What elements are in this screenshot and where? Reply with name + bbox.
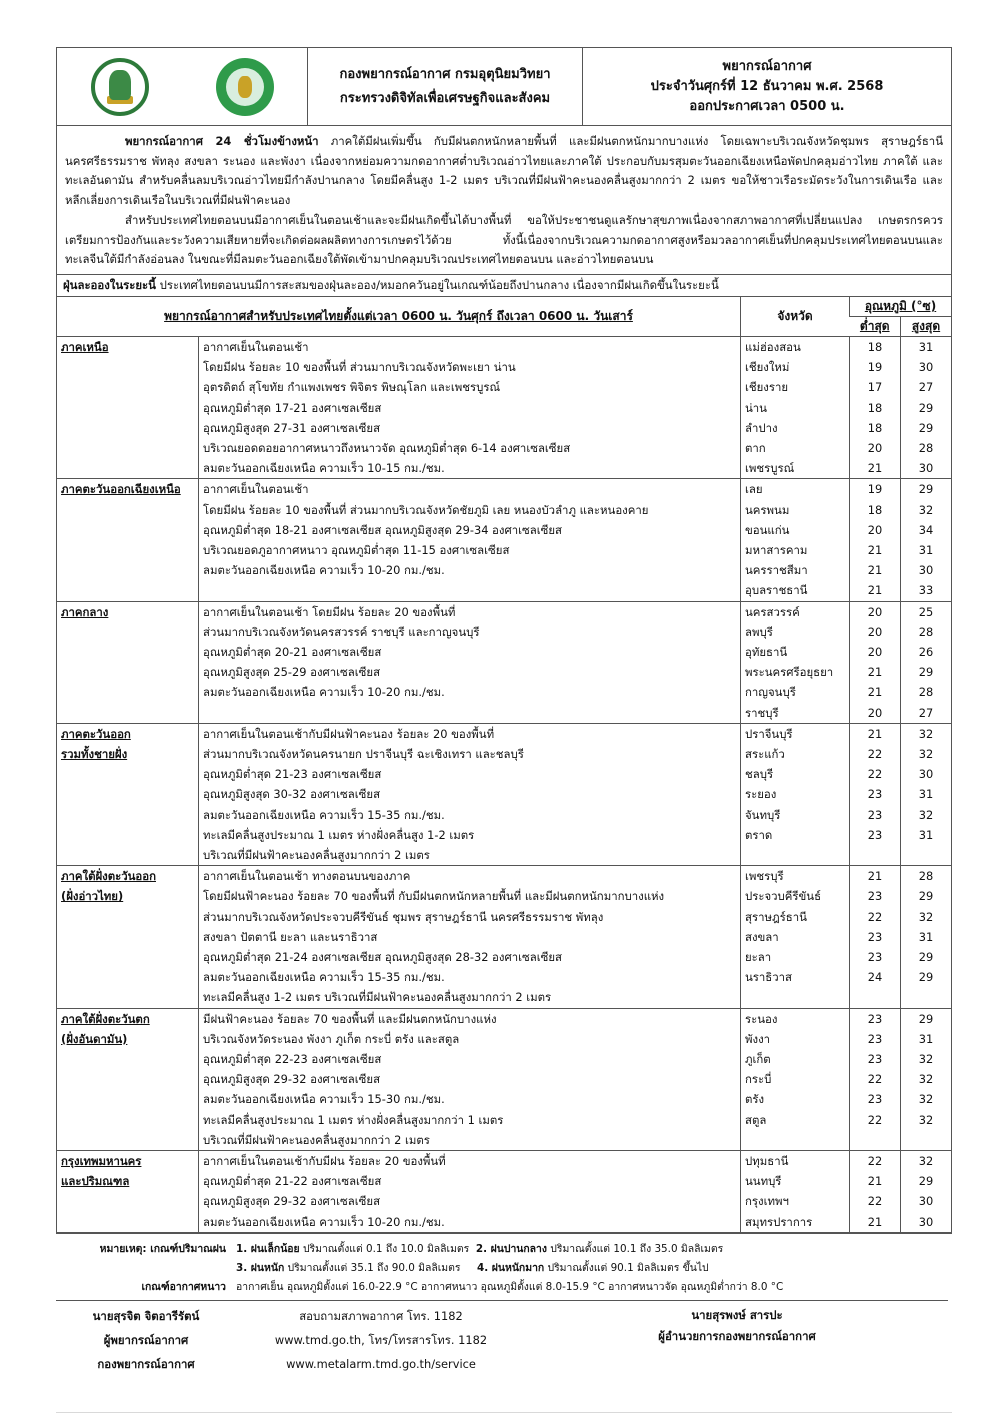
- min-temp-header: ต่ำสุด: [850, 316, 901, 336]
- min-temp: 22: [867, 1194, 883, 1209]
- max-temp: 26: [918, 644, 934, 659]
- province-name: นครสวรรค์: [745, 604, 800, 619]
- region-name-line2: และปริมณฑล: [61, 1174, 130, 1189]
- forecaster-name: นายสุรจิต จิตอารีรัตน์: [92, 1309, 200, 1323]
- min-temp: 19: [867, 482, 883, 497]
- min-temp: 22: [867, 746, 883, 761]
- min-temp: 21: [867, 869, 883, 884]
- min-temp: 21: [867, 1214, 883, 1229]
- region-name-cell: [57, 723, 199, 865]
- description-line: บริเวณที่มีฝนฟ้าคะนองคลื่นสูงมากกว่า 2 เมตร: [203, 848, 430, 862]
- min-temp: 21: [867, 665, 883, 680]
- min-temp-column: [850, 336, 901, 478]
- title-date: ประจำวันศุกร์ที่ 12 ธันวาคม พ.ศ. 2568: [650, 78, 884, 94]
- forecaster-division: กองพยากรณ์อากาศ: [97, 1357, 195, 1371]
- contact-info: [236, 1304, 526, 1376]
- description-line: มีฝนฟ้าคะนอง ร้อยละ 70 ของพื้นที่ และมีฝนตกหนักบางแห่ง: [203, 1011, 497, 1026]
- province-name: ปทุมธานี: [745, 1154, 789, 1169]
- min-temp: 21: [867, 542, 883, 557]
- forecast-document: [56, 47, 952, 1297]
- region-row: [57, 866, 951, 1008]
- max-temp-column: [901, 866, 952, 1008]
- description-line: อุณหภูมิต่ำสุด 18-21 องศาเซลเซียส อุณหภูมิสูงสุด 29-34 องศาเซลเซียส: [203, 522, 562, 537]
- description-line: ทะเลมีคลื่นสูงประมาณ 1 เมตร ห่างฝั่งคลื่นสูง 1-2 เมตร: [203, 827, 475, 842]
- description-line: ลมตะวันออกเฉียงเหนือ ความเร็ว 15-35 กม./ชม.: [203, 807, 445, 822]
- page-bottom-rule: [56, 1412, 952, 1413]
- province-name: นราธิวาส: [745, 970, 792, 985]
- max-temp-column: [901, 723, 952, 865]
- description-line: อากาศเย็นในตอนเช้า ทางตอนบนของภาค: [203, 869, 411, 884]
- province-name: กาญจนบุรี: [745, 685, 796, 700]
- min-temp: 21: [867, 726, 883, 741]
- description-line: อุตรดิตถ์ สุโขทัย กำแพงเพชร พิจิตร พิษณุโลก และเพชรบูรณ์: [203, 380, 501, 395]
- region-description: [199, 336, 741, 478]
- description-line: บริเวณยอดดอยอากาศหนาวถึงหนาวจัด อุณหภูมิต่ำสุด 6-14 องศาเซลเซียส: [203, 440, 571, 455]
- region-name-line2: รวมทั้งชายฝั่ง: [61, 746, 128, 761]
- contact-service-link[interactable]: www.metalarm.tmd.go.th/service: [286, 1357, 476, 1371]
- description-line: ทะเลมีคลื่นสูงประมาณ 1 เมตร ห่างฝั่งคลื่นสูงมากกว่า 1 เมตร: [203, 1112, 504, 1127]
- forecast-text-2: สำหรับประเทศไทยตอนบนมีอากาศเย็นในตอนเช้าและจะมีฝนเกิดขึ้นได้บางพื้นที่ ขอให้ประชาชนดูแลรักษาสุขภาพเนื่องจากสภาพอากาศที่เปลี่ยนแปลง เกษตรกรควรเตรียมการป้องกันและระวังความเสียหายที่จะเกิดต่อผลผลิตทางการเกษตรไว้ด้วย ทั้งนี้เนื่องจากบริเวณความกดอากาศสูงหรือมวลอากาศเย็นที่ปกคลุมประเทศไทยตอนบนและทะเลจีนใต้มีกำลังอ่อนลง ในขณะที่มีลมตะวันออกเฉียงใต้พัดเข้ามาปกคลุมบริเวณประเทศไทยตอนบน และอ่าวไทยตอนบน: [65, 212, 943, 267]
- region-rows: [57, 336, 951, 1232]
- province-name: น่าน: [745, 400, 767, 415]
- cold-criteria-text: อากาศเย็น อุณหภูมิตั้งแต่ 16.0-22.9 °C อากาศหนาว อุณหภูมิตั้งแต่ 8.0-15.9 °C อากาศหนาวจัด อุณหภูมิต่ำกว่า 8.0 °C: [236, 1280, 784, 1293]
- region-description: [199, 479, 741, 601]
- province-name: พังงา: [745, 1031, 771, 1046]
- max-temp-column: [901, 1151, 952, 1233]
- province-name: เชียงราย: [745, 380, 789, 395]
- max-temp: 33: [918, 583, 934, 598]
- min-temp-column: [850, 1008, 901, 1150]
- forecaster-signature: [56, 1304, 236, 1376]
- max-temp-column: [901, 1008, 952, 1150]
- min-temp: 20: [867, 604, 883, 619]
- description-line: ลมตะวันออกเฉียงเหนือ ความเร็ว 10-15 กม./ชม.: [203, 461, 445, 476]
- rain2-lead: 2. ฝนปานกลาง: [475, 1242, 547, 1255]
- max-temp: 32: [918, 1052, 934, 1067]
- description-line: ส่วนมากบริเวณจังหวัดนครสวรรค์ ราชบุรี และกาญจนบุรี: [203, 624, 480, 639]
- max-temp: 32: [918, 726, 934, 741]
- max-temp: 29: [918, 400, 934, 415]
- max-temp: 29: [918, 950, 934, 965]
- min-temp: 23: [867, 889, 883, 904]
- province-name: สงขลา: [745, 929, 779, 944]
- region-description: [199, 866, 741, 1008]
- description-line: ลมตะวันออกเฉียงเหนือ ความเร็ว 10-20 กม./ชม.: [203, 1214, 445, 1229]
- description-line: อุณหภูมิต่ำสุด 21-23 องศาเซลเซียส: [203, 767, 382, 782]
- min-temp: 18: [867, 420, 883, 435]
- max-temp: 31: [918, 827, 934, 842]
- max-temp: 29: [918, 1174, 934, 1189]
- region-name: ภาคใต้ฝั่งตะวันออก: [61, 869, 156, 884]
- description-line: อุณหภูมิต่ำสุด 17-21 องศาเซลเซียส: [203, 400, 382, 415]
- description-line: สงขลา ปัตตานี ยะลา และนราธิวาส: [203, 929, 378, 944]
- contact-phone: สอบถามสภาพอากาศ โทร. 1182: [299, 1309, 463, 1323]
- description-line: ส่วนมากบริเวณจังหวัดนครนายก ปราจีนบุรี ฉะเชิงเทรา และชลบุรี: [203, 746, 524, 761]
- rain2-text: ปริมาณตั้งแต่ 10.1 ถึง 35.0 มิลลิเมตร: [546, 1242, 724, 1255]
- region-name-cell: [57, 601, 199, 723]
- description-line: ลมตะวันออกเฉียงเหนือ ความเร็ว 10-20 กม./ชม.: [203, 685, 445, 700]
- description-line: บริเวณยอดภูอากาศหนาว อุณหภูมิต่ำสุด 11-15 องศาเซลเซียส: [203, 542, 510, 557]
- max-temp: 32: [918, 1092, 934, 1107]
- forecast-paragraph-2: [65, 211, 943, 270]
- region-name-cell: [57, 479, 199, 601]
- max-temp: 31: [918, 542, 934, 557]
- description-line: อากาศเย็นในตอนเช้า: [203, 482, 309, 497]
- min-temp: 21: [867, 583, 883, 598]
- province-name: เลย: [745, 482, 763, 497]
- max-temp: 28: [918, 869, 934, 884]
- min-temp: 23: [867, 827, 883, 842]
- min-temp-column: [850, 601, 901, 723]
- rain4-text: ปริมาณตั้งแต่ 90.1 มิลลิเมตร ขึ้นไป: [544, 1261, 709, 1274]
- province-name: ตรัง: [745, 1092, 765, 1107]
- logo-area: [57, 48, 308, 125]
- max-temp: 28: [918, 624, 934, 639]
- max-temp: 25: [918, 604, 934, 619]
- province-name-column: [741, 336, 850, 478]
- forecast-lead: พยากรณ์อากาศ 24 ชั่วโมงข้างหน้า: [125, 134, 319, 148]
- director-title: ผู้อำนวยการกองพยากรณ์อากาศ: [658, 1329, 816, 1343]
- province-name-column: [741, 1008, 850, 1150]
- region-row: [57, 723, 951, 865]
- description-line: อุณหภูมิสูงสุด 25-29 องศาเซลเซียส: [203, 665, 381, 680]
- max-temp: 34: [918, 522, 934, 537]
- description-line: ลมตะวันออกเฉียงเหนือ ความเร็ว 10-20 กม./ชม.: [203, 563, 445, 578]
- description-line: โดยมีฝนฟ้าคะนอง ร้อยละ 70 ของพื้นที่ กับมีฝนตกหนักหลายพื้นที่ และมีฝนตกหนักมากบางแห่ง: [203, 889, 665, 904]
- tmd-logo-icon: [216, 58, 274, 116]
- forecast-frame: [56, 47, 952, 1234]
- province-name-column: [741, 479, 850, 601]
- max-temp: 29: [918, 420, 934, 435]
- document-title: [583, 48, 951, 125]
- max-temp: 29: [918, 889, 934, 904]
- province-name: ตาก: [745, 440, 766, 455]
- min-temp: 20: [867, 644, 883, 659]
- region-row: [57, 1008, 951, 1150]
- max-temp: 29: [918, 482, 934, 497]
- dust-lead: ฝุ่นละอองในระยะนี้: [63, 277, 156, 292]
- description-line: บริเวณที่มีฝนฟ้าคะนองคลื่นสูงมากกว่า 2 เมตร: [203, 1132, 430, 1147]
- province-name: เพชรบุรี: [745, 869, 784, 884]
- description-line: ลมตะวันออกเฉียงเหนือ ความเร็ว 15-35 กม./ชม.: [203, 970, 445, 985]
- max-temp: 31: [918, 929, 934, 944]
- region-row: [57, 1151, 951, 1233]
- notes-section: [56, 1234, 952, 1297]
- rain3-text: ปริมาณตั้งแต่ 35.1 ถึง 90.0 มิลลิเมตร: [284, 1261, 461, 1274]
- max-temp: 32: [918, 1112, 934, 1127]
- rain1-text: ปริมาณตั้งแต่ 0.1 ถึง 10.0 มิลลิเมตร: [299, 1242, 470, 1255]
- province-name: เชียงใหม่: [745, 360, 790, 375]
- max-temp: 29: [918, 665, 934, 680]
- min-temp: 18: [867, 400, 883, 415]
- description-line: อุณหภูมิสูงสุด 29-32 องศาเซลเซียส: [203, 1194, 381, 1209]
- min-temp: 19: [867, 360, 883, 375]
- min-temp: 18: [867, 339, 883, 354]
- min-temp: 17: [867, 380, 883, 395]
- org-line2: กระทรวงดิจิทัลเพื่อเศรษฐกิจและสังคม: [339, 90, 551, 106]
- max-temp: 30: [918, 767, 934, 782]
- province-name: อุบลราชธานี: [745, 583, 808, 598]
- min-temp: 21: [867, 461, 883, 476]
- region-description: [199, 1008, 741, 1150]
- description-line: อากาศเย็นในตอนเช้ากับมีฝน ร้อยละ 20 ของพื้นที่: [203, 1154, 446, 1169]
- description-line: ทะเลมีคลื่นสูง 1-2 เมตร บริเวณที่มีฝนฟ้าคะนองคลื่นสูงมากกว่า 2 เมตร: [203, 990, 552, 1005]
- max-temp-column: [901, 601, 952, 723]
- director-signature: [526, 1304, 948, 1376]
- province-name-column: [741, 723, 850, 865]
- province-name: สระแก้ว: [745, 746, 785, 761]
- max-temp: 27: [918, 705, 934, 720]
- province-name: ระนอง: [745, 1011, 778, 1026]
- rain-criteria-label: หมายเหตุ: เกณฑ์ปริมาณฝน: [99, 1242, 226, 1255]
- province-name: สมุทรปราการ: [745, 1214, 813, 1229]
- title-issue-time: ออกประกาศเวลา 0500 น.: [689, 98, 845, 114]
- description-line: อุณหภูมิสูงสุด 27-31 องศาเซลเซียส: [203, 420, 381, 435]
- min-temp-column: [850, 866, 901, 1008]
- description-line: อุณหภูมิต่ำสุด 21-22 องศาเซลเซียส: [203, 1174, 382, 1189]
- rain1-lead: 1. ฝนเล็กน้อย: [236, 1242, 300, 1255]
- province-name: มหาสารคาม: [745, 542, 808, 557]
- province-name: นครราชสีมา: [745, 563, 808, 578]
- rain4-lead: 4. ฝนหนักมาก: [476, 1261, 545, 1274]
- region-name-cell: [57, 336, 199, 478]
- description-line: อุณหภูมิต่ำสุด 21-24 องศาเซลเซียส อุณหภูมิสูงสุด 28-32 องศาเซลเซียส: [203, 950, 562, 965]
- dust-notice: [57, 275, 951, 297]
- province-name: ขอนแก่น: [745, 522, 790, 537]
- ministry-logo-icon: [91, 58, 149, 116]
- province-name: นนทบุรี: [745, 1174, 782, 1189]
- region-row: [57, 336, 951, 478]
- max-temp: 32: [918, 909, 934, 924]
- province-name: ตราด: [745, 827, 773, 842]
- forecast-paragraph-1: [65, 132, 943, 211]
- province-name: ภูเก็ต: [745, 1052, 771, 1067]
- temperature-header: อุณหภูมิ (°ซ): [850, 297, 952, 317]
- org-line1: กองพยากรณ์อากาศ กรมอุตุนิยมวิทยา: [339, 66, 551, 82]
- province-name: นครพนม: [745, 502, 790, 517]
- max-temp: 32: [918, 1072, 934, 1087]
- province-name: ลำปาง: [745, 420, 778, 435]
- min-temp: 23: [867, 929, 883, 944]
- table-main-header: พยากรณ์อากาศสำหรับประเทศไทยตั้งแต่เวลา 0600 น. วันศุกร์ ถึงเวลา 0600 น. วันเสาร์: [57, 297, 741, 337]
- rain3-lead: 3. ฝนหนัก: [236, 1261, 285, 1274]
- min-temp: 22: [867, 1112, 883, 1127]
- title-line1: พยากรณ์อากาศ: [722, 58, 812, 74]
- description-line: อุณหภูมิสูงสุด 30-32 องศาเซลเซียส: [203, 787, 381, 802]
- province-name: ชลบุรี: [745, 767, 774, 782]
- max-temp: 28: [918, 440, 934, 455]
- min-temp-column: [850, 1151, 901, 1233]
- region-row: [57, 479, 951, 601]
- min-temp: 22: [867, 909, 883, 924]
- min-temp: 23: [867, 1011, 883, 1026]
- min-temp: 21: [867, 685, 883, 700]
- description-line: ลมตะวันออกเฉียงเหนือ ความเร็ว 15-30 กม./ชม.: [203, 1092, 445, 1107]
- general-forecast: [57, 126, 951, 275]
- region-name-cell: [57, 866, 199, 1008]
- min-temp: 18: [867, 502, 883, 517]
- province-name-column: [741, 601, 850, 723]
- rain-criteria-1: [236, 1240, 723, 1259]
- cold-criteria-label: เกณฑ์อากาศหนาว: [141, 1280, 226, 1293]
- min-temp: 20: [867, 522, 883, 537]
- description-line: อากาศเย็นในตอนเช้า โดยมีฝน ร้อยละ 20 ของพื้นที่: [203, 604, 456, 619]
- spacer: [56, 1259, 236, 1278]
- organization-name: [308, 48, 583, 125]
- province-name: อุทัยธานี: [745, 644, 788, 659]
- max-temp-header: สูงสุด: [901, 316, 952, 336]
- min-temp: 22: [867, 767, 883, 782]
- document-header: [57, 48, 951, 126]
- region-name-cell: [57, 1008, 199, 1150]
- description-line: อากาศเย็นในตอนเช้ากับมีฝนฟ้าคะนอง ร้อยละ 20 ของพื้นที่: [203, 726, 495, 741]
- max-temp: 29: [918, 1011, 934, 1026]
- province-name: แม่ฮ่องสอน: [745, 339, 801, 354]
- region-description: [199, 1151, 741, 1233]
- max-temp: 28: [918, 685, 934, 700]
- forecast-text: ภาคใต้มีฝนเพิ่มขึ้น กับมีฝนตกหนักหลายพื้นที่ และมีฝนตกหนักมากบางแห่ง โดยเฉพาะบริเวณจังหวัดชุมพร สุราษฎร์ธานี นครศรีธรรมราช พัทลุง สงขลา ระนอง และพังงา เนื่องจากหย่อมความกดอากาศต่ำบริเวณอ่าวไทยและภาคใต้ ประกอบกับมรสุมตะวันออกเฉียงเหนือพัดปกคลุมอ่าวไทย ภาคใต้ และทะเลอันดามัน สำหรับคลื่นลมบริเวณอ่าวไทยมีกำลังปานกลาง โดยมีคลื่นสูง 1-2 เมตร บริเวณที่มีฝนฟ้าคะนองคลื่นสูงมากกว่า 2 เมตร ขอให้ชาวเรือระมัดระวังในการเดินเรือ และหลีกเลี่ยงการเดินเรือในบริเวณที่มีฝนฟ้าคะนอง: [65, 134, 943, 208]
- max-temp: 27: [918, 380, 934, 395]
- max-temp: 31: [918, 1031, 934, 1046]
- min-temp: 23: [867, 950, 883, 965]
- rain-criteria-row-2: [56, 1259, 952, 1278]
- min-temp: 23: [867, 1031, 883, 1046]
- min-temp: 23: [867, 807, 883, 822]
- region-row: [57, 601, 951, 723]
- contact-website[interactable]: www.tmd.go.th, โทร/โทรสารโทร. 1182: [274, 1333, 488, 1347]
- region-name: กรุงเทพมหานคร: [61, 1154, 142, 1169]
- min-temp: 22: [867, 1072, 883, 1087]
- region-name: ภาคตะวันออกเฉียงเหนือ: [61, 482, 181, 497]
- province-name: กระบี่: [745, 1072, 772, 1087]
- min-temp: 23: [867, 1052, 883, 1067]
- province-name: พระนครศรีอยุธยา: [745, 665, 834, 680]
- max-temp: 30: [918, 1214, 934, 1229]
- min-temp: 23: [867, 1092, 883, 1107]
- max-temp-column: [901, 479, 952, 601]
- max-temp: 29: [918, 970, 934, 985]
- forecaster-title: ผู้พยากรณ์อากาศ: [103, 1333, 189, 1347]
- max-temp: 32: [918, 1154, 934, 1169]
- province-name-column: [741, 1151, 850, 1233]
- min-temp: 24: [867, 970, 883, 985]
- min-temp: 20: [867, 705, 883, 720]
- province-name: จันทบุรี: [745, 807, 781, 822]
- max-temp: 30: [918, 461, 934, 476]
- min-temp-column: [850, 723, 901, 865]
- min-temp: 22: [867, 1154, 883, 1169]
- min-temp: 21: [867, 563, 883, 578]
- regional-forecast-table: [57, 297, 951, 1233]
- description-line: อุณหภูมิต่ำสุด 20-21 องศาเซลเซียส: [203, 644, 382, 659]
- province-name: สตูล: [745, 1112, 767, 1127]
- cold-criteria-row: [56, 1278, 952, 1297]
- province-name-column: [741, 866, 850, 1008]
- director-name: นายสุรพงษ์ สารปะ: [691, 1308, 783, 1322]
- description-line: อากาศเย็นในตอนเช้า: [203, 339, 309, 354]
- description-line: อุณหภูมิต่ำสุด 22-23 องศาเซลเซียส: [203, 1052, 382, 1067]
- description-line: บริเวณจังหวัดระนอง พังงา ภูเก็ต กระบี่ ตรัง และสตูล: [203, 1031, 460, 1046]
- region-description: [199, 601, 741, 723]
- region-name: ภาคตะวันออก: [61, 726, 131, 741]
- min-temp: 20: [867, 440, 883, 455]
- province-name: กรุงเทพฯ: [745, 1194, 789, 1209]
- province-header: จังหวัด: [741, 297, 850, 337]
- max-temp: 31: [918, 339, 934, 354]
- min-temp: 20: [867, 624, 883, 639]
- signature-block: [56, 1304, 948, 1376]
- province-name: ราชบุรี: [745, 705, 779, 720]
- description-line: โดยมีฝน ร้อยละ 10 ของพื้นที่ ส่วนมากบริเวณจังหวัดพะเยา น่าน: [203, 360, 516, 375]
- dust-text: ประเทศไทยตอนบนมีการสะสมของฝุ่นละออง/หมอกควันอยู่ในเกณฑ์น้อยถึงปานกลาง เนื่องจากมีฝนเกิดขึ้นในระยะนี้: [155, 277, 719, 292]
- min-temp-column: [850, 479, 901, 601]
- max-temp-column: [901, 336, 952, 478]
- region-name: ภาคใต้ฝั่งตะวันตก: [61, 1011, 150, 1026]
- max-temp: 32: [918, 807, 934, 822]
- description-line: โดยมีฝน ร้อยละ 10 ของพื้นที่ ส่วนมากบริเวณจังหวัดชัยภูมิ เลย หนองบัวลำภู และหนองคาย: [203, 502, 649, 517]
- region-name: ภาคเหนือ: [61, 339, 109, 354]
- region-name: ภาคกลาง: [61, 604, 109, 619]
- max-temp: 31: [918, 787, 934, 802]
- max-temp: 30: [918, 563, 934, 578]
- province-name: ประจวบคีรีขันธ์: [745, 889, 822, 904]
- description-line: ส่วนมากบริเวณจังหวัดประจวบคีรีขันธ์ ชุมพร สุราษฎร์ธานี นครศรีธรรมราช พัทลุง: [203, 909, 604, 924]
- region-description: [199, 723, 741, 865]
- max-temp: 32: [918, 746, 934, 761]
- province-name: เพชรบูรณ์: [745, 461, 795, 476]
- province-name: ลพบุรี: [745, 624, 773, 639]
- rain-criteria-2: [236, 1259, 709, 1278]
- max-temp: 30: [918, 360, 934, 375]
- province-name: ปราจีนบุรี: [745, 726, 793, 741]
- min-temp: 23: [867, 787, 883, 802]
- province-name: ยะลา: [745, 950, 772, 965]
- province-name: ระยอง: [745, 787, 777, 802]
- max-temp: 32: [918, 502, 934, 517]
- region-name-cell: [57, 1151, 199, 1233]
- region-subtitle: (ฝั่งอ่าวไทย): [61, 889, 124, 904]
- rain-criteria-row-1: [56, 1240, 952, 1259]
- region-subtitle: (ฝั่งอันดามัน): [61, 1031, 128, 1046]
- max-temp: 30: [918, 1194, 934, 1209]
- signature-divider: [56, 1300, 948, 1301]
- province-name: สุราษฎร์ธานี: [745, 909, 807, 924]
- description-line: อุณหภูมิสูงสุด 29-32 องศาเซลเซียส: [203, 1072, 381, 1087]
- min-temp: 21: [867, 1174, 883, 1189]
